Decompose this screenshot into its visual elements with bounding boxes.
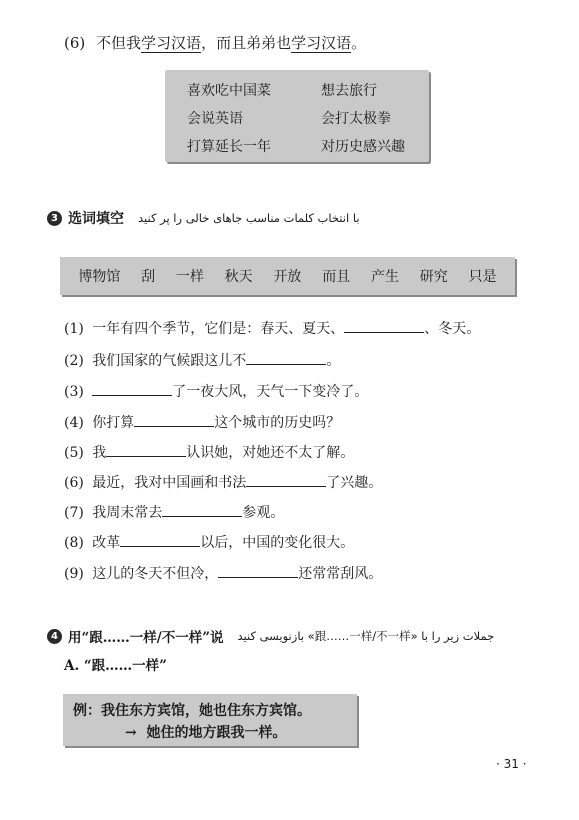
exercise-item xyxy=(64,532,354,552)
answer-blank[interactable] xyxy=(218,563,298,578)
phrase-option: 对历史感兴趣 xyxy=(321,139,405,155)
section-4-number-badge: 4 xyxy=(47,629,62,644)
answer-blank[interactable] xyxy=(162,502,242,517)
word-bank-word: 开放 xyxy=(273,269,302,285)
section-3-header xyxy=(47,208,360,228)
item-text-after: 参观。 xyxy=(242,505,285,521)
item-number: (6) xyxy=(64,475,84,491)
phrase-options-box xyxy=(165,70,429,162)
item-text-after: 认识她，对她还不太了解。 xyxy=(186,445,355,461)
example-box xyxy=(63,694,357,746)
item-number: (3) xyxy=(64,384,84,400)
answer-blank[interactable] xyxy=(344,318,424,333)
exercise-item xyxy=(64,442,354,462)
item-number: (9) xyxy=(64,566,84,582)
arrow-icon: → xyxy=(125,725,137,741)
exercise-item xyxy=(64,318,480,338)
section-4-header xyxy=(47,626,494,646)
word-bank-word: 刮 xyxy=(141,269,156,285)
phrase-option: 会说英语 xyxy=(187,111,243,127)
answer-blank[interactable] xyxy=(120,532,200,547)
item-text-after: 这个城市的历史吗？ xyxy=(214,415,341,431)
answer-blank[interactable] xyxy=(92,381,172,396)
question-6-text-2: ，而且弟弟也 xyxy=(201,34,292,52)
word-bank-word: 博物馆 xyxy=(78,269,121,285)
question-6-text-1: 不但我 xyxy=(96,34,142,52)
item-number: (8) xyxy=(64,535,84,551)
section-3-instruction-persian: با انتخاب کلمات مناسب جاهای خالی را پر کنید xyxy=(138,211,360,225)
answer-blank[interactable] xyxy=(106,442,186,457)
item-text-after: 、冬天。 xyxy=(424,321,481,337)
phrase-option: 打算延长一年 xyxy=(187,139,271,155)
word-bank-word: 一样 xyxy=(175,269,204,285)
item-text-after: 还常常刮风。 xyxy=(298,566,383,582)
item-text-before: 你打算 xyxy=(92,415,135,431)
example-answer: 她住的地方跟我一样。 xyxy=(146,725,287,741)
item-text-after: 。 xyxy=(326,353,341,369)
question-6 xyxy=(64,32,366,53)
page-number: · 31 · xyxy=(496,757,527,771)
section-3-number-badge: 3 xyxy=(47,211,62,226)
word-bank-word: 产生 xyxy=(370,269,399,285)
item-number: (4) xyxy=(64,415,84,431)
exercise-item xyxy=(64,350,340,370)
word-bank-box xyxy=(60,257,515,295)
question-6-underlined-2: 学习汉语 xyxy=(291,34,352,52)
item-number: (1) xyxy=(64,321,84,337)
question-6-number: (6) xyxy=(64,34,86,52)
item-text-before: 改革 xyxy=(92,535,121,551)
item-number: (7) xyxy=(64,505,84,521)
exercise-item xyxy=(64,381,368,401)
question-6-text-3: 。 xyxy=(351,34,367,52)
item-text-before: 我 xyxy=(92,445,107,461)
phrase-option: 会打太极拳 xyxy=(321,111,391,127)
section-4-instruction-persian: جملات زیر را با «跟……一样/不一样» بازنویسی کنید xyxy=(237,629,495,643)
exercise-item xyxy=(64,502,284,522)
item-number: (5) xyxy=(64,445,84,461)
question-6-underlined-1: 学习汉语 xyxy=(141,34,202,52)
answer-blank[interactable] xyxy=(246,350,326,365)
section-4-title: 用“跟……一样/不一样”说 xyxy=(68,630,224,646)
item-text-before: 最近，我对中国画和书法 xyxy=(92,475,247,491)
exercise-item xyxy=(64,472,382,492)
item-text-before: 这儿的冬天不但冷， xyxy=(92,566,219,582)
item-text-before: 我周末常去 xyxy=(92,505,163,521)
item-number: (2) xyxy=(64,353,84,369)
item-text-after: 了兴趣。 xyxy=(326,475,383,491)
item-text-before: 一年有四个季节，它们是：春天、夏天、 xyxy=(92,321,345,337)
answer-blank[interactable] xyxy=(134,412,214,427)
word-bank-word: 秋天 xyxy=(224,269,253,285)
answer-blank[interactable] xyxy=(246,472,326,487)
word-bank-word: 研究 xyxy=(419,269,448,285)
example-line-2 xyxy=(125,722,286,742)
item-text-after: 以后，中国的变化很大。 xyxy=(200,535,355,551)
exercise-item xyxy=(64,412,340,432)
phrase-option: 想去旅行 xyxy=(321,83,377,99)
section-3-title: 选词填空 xyxy=(68,211,124,227)
item-text-before: 我们国家的气候跟这儿不 xyxy=(92,353,247,369)
section-4-subheading: A. “跟……一样” xyxy=(64,658,167,674)
phrase-option: 喜欢吃中国菜 xyxy=(187,83,271,99)
example-line-1: 例：我住东方宾馆，她也住东方宾馆。 xyxy=(73,703,311,719)
exercise-item xyxy=(64,563,382,583)
word-bank-word: 只是 xyxy=(468,269,497,285)
word-bank-word: 而且 xyxy=(322,269,351,285)
item-text-after: 了一夜大风，天气一下变冷了。 xyxy=(172,384,369,400)
